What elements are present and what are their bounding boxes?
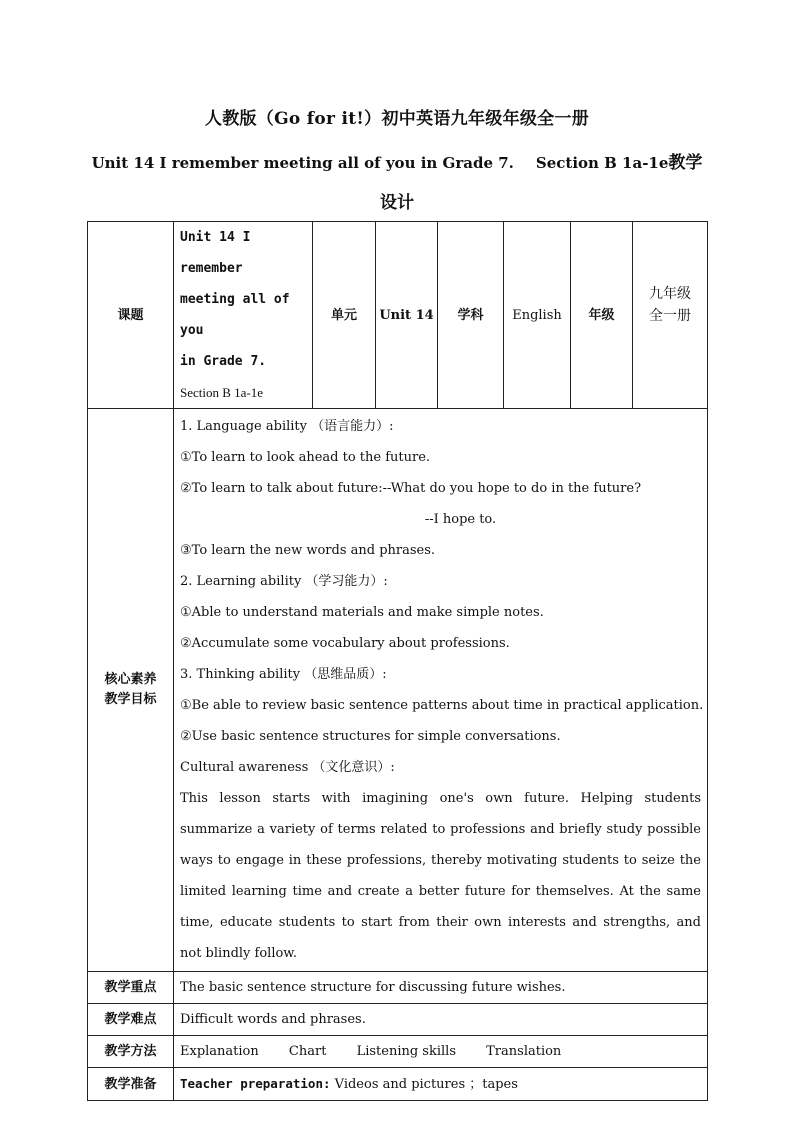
preparation-prefix: Teacher preparation: [180,1076,331,1091]
goal-line: ②Accumulate some vocabulary about professions. [180,636,510,651]
document-subtitle [0,148,794,173]
methods-value [174,1036,708,1068]
method-item: Listening skills [356,1044,456,1059]
table-row-difficulties [88,1004,708,1036]
goal-line: Cultural awareness （文化意识）: [180,760,395,775]
document-title: 人教版（Go for it!）初中英语九年级年级全一册 [204,109,590,129]
goals-label-line: 教学目标 [104,692,157,707]
grade-value-line: 九年级 [649,286,691,302]
preparation-text: Videos and pictures ；tapes [334,1077,518,1092]
grade-label: 年级 [571,222,633,409]
topic-section: Section B 1a-1e [180,385,264,400]
goals-label-line: 核心素养 [104,672,157,687]
goal-line: ③To learn the new words and phrases. [180,543,436,558]
unit-label: 单元 [313,222,376,409]
document-subtitle-end: 设计 [380,193,414,213]
topic-line: meeting all of you [180,292,290,338]
topic-line: in Grade 7. [180,354,267,369]
goal-line: 1. Language ability （语言能力）: [180,419,394,434]
goal-line: 3. Thinking ability （思维品质）: [180,667,387,682]
preparation-label: 教学准备 [88,1068,174,1101]
goal-line: 2. Learning ability （学习能力）: [180,574,388,589]
grade-value [633,222,708,409]
table-row-key-points [88,972,708,1004]
subject-value: English [504,222,571,409]
preparation-value [174,1068,708,1101]
table-row-goals [88,409,708,972]
goal-line: ①Be able to review basic sentence patterns about time in practical application. [180,698,704,713]
goals-label [88,409,174,972]
difficulties-value: Difficult words and phrases. [174,1004,708,1036]
cultural-awareness-paragraph: This lesson starts with imagining one's own future. Helping students summarize a variety of terms related to professions and briefly study possible ways to engage in these professions, thereby motivating students to seize the limited learning time and create a better future for themselves. At the same time, educate students to start from their own interests and strengths, and not blindly follow. [180,791,701,961]
goal-line: ②To learn to talk about future:--What do you hope to do in the future? [180,481,642,496]
methods-label: 教学方法 [88,1036,174,1068]
key-points-label: 教学重点 [88,972,174,1004]
grade-value-line: 全一册 [649,308,691,324]
topic-line: Unit 14 I remember [180,230,251,276]
goal-line: --I hope to. [424,512,497,527]
goal-line: ①Able to understand materials and make simple notes. [180,605,544,620]
method-item: Explanation [180,1044,259,1059]
topic-label: 课题 [88,222,174,409]
subtitle-section: Section B 1a-1e [535,154,669,172]
key-points-value: The basic sentence structure for discussing future wishes. [174,972,708,1004]
subtitle-unit: Unit 14 I remember meeting all of you in Grade 7. [91,154,514,172]
goal-line: ①To learn to look ahead to the future. [180,450,431,465]
subject-label: 学科 [438,222,504,409]
method-item: Chart [288,1044,327,1059]
table-row-topic [88,222,708,409]
lesson-plan-table [87,221,708,1101]
method-item: Translation [486,1044,562,1059]
goals-content [174,409,708,972]
subtitle-suffix: 教学 [668,153,703,173]
goal-line: ②Use basic sentence structures for simple conversations. [180,729,561,744]
difficulties-label: 教学难点 [88,1004,174,1036]
unit-value: Unit 14 [376,222,438,409]
topic-value [174,222,313,409]
table-row-preparation [88,1068,708,1101]
table-row-methods [88,1036,708,1068]
